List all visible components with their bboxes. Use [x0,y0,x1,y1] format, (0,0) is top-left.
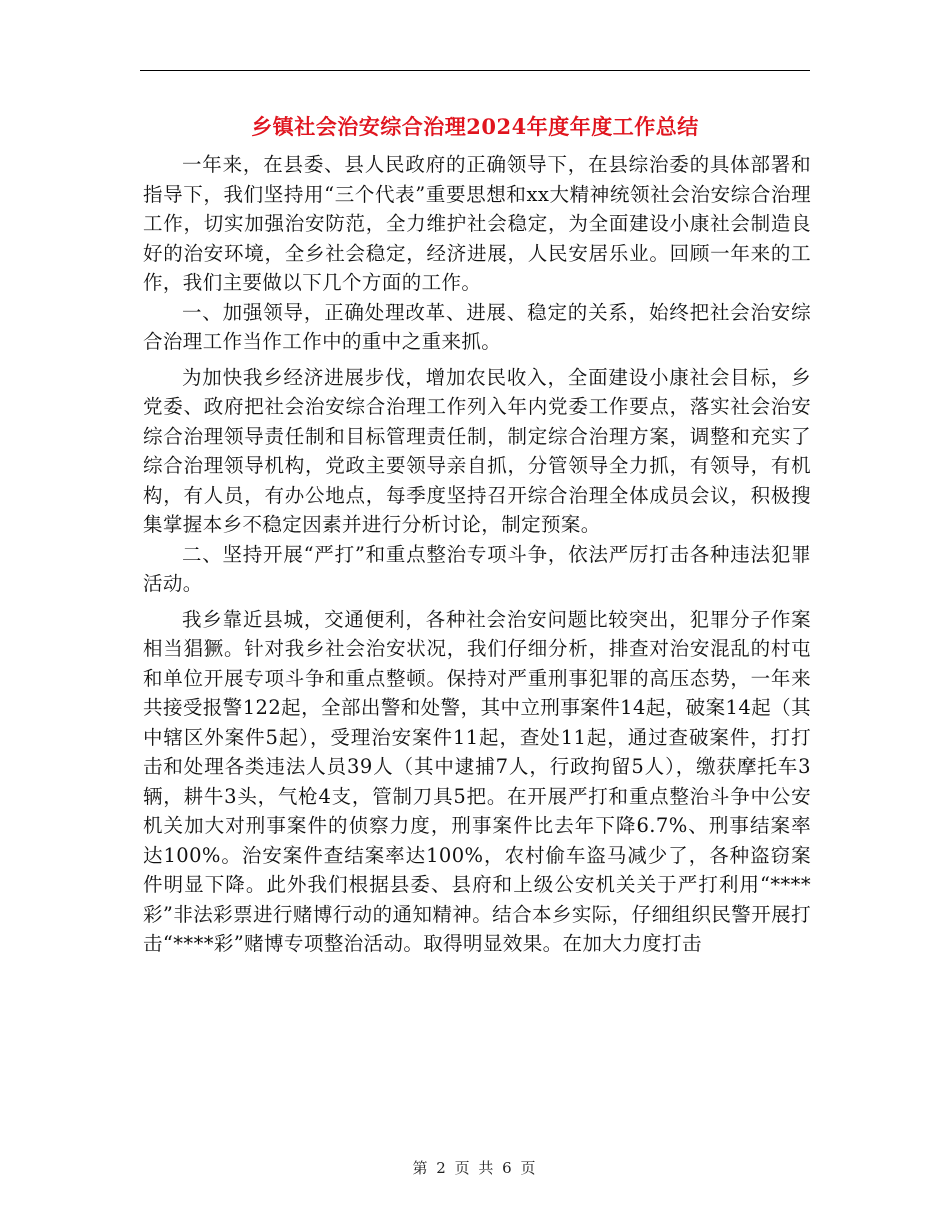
paragraph-crackdown: 我乡靠近县城，交通便利，各种社会治安问题比较突出，犯罪分子作案相当猖獗。针对我乡社会治安状况，我们仔细分析，排查对治安混乱的村屯和单位开展专项斗争和重点整顿。保持对严重刑事犯罪的高压态势，一年来共接受报警122起，全部出警和处警，其中立刑事案件14起，破案14起（其中辖区外案件5起），受理治安案件11起，查处11起，通过查破案件，打打击和处理各类违法人员39人（其中逮捕7人，行政拘留5人），缴获摩托车3辆，耕牛3头，气枪4支，管制刀具5把。在开展严打和重点整治斗争中公安机关加大对刑事案件的侦察力度，刑事案件比去年下降6.7%、刑事结案率达100%。治安案件查结案率达100%，农村偷车盗马减少了，各种盗窃案件明显下降。此外我们根据县委、县府和上级公安机关关于严打利用“****彩”非法彩票进行赌博行动的通知精神。结合本乡实际，仔细组织民警开展打击“****彩”赌博专项整治活动。取得明显效果。在加大力度打击 [143,607,811,955]
document-body [143,150,811,959]
page-number: 第 2 页 共 6 页 [412,1159,538,1177]
section-heading-2: 二、坚持开展“严打”和重点整治专项斗争，依法严厉打击各种违法犯罪活动。 [143,542,811,595]
paragraph-intro: 一年来，在县委、县人民政府的正确领导下，在县综治委的具体部署和指导下，我们坚持用“三个代表”重要思想和xx大精神统领社会治安综合治理工作，切实加强治安防范，全力维护社会稳定，为全面建设小康社会制造良好的治安环境，全乡社会稳定，经济进展，人民安居乐业。回顾一年来的工作，我们主要做以下几个方面的工作。 [143,153,811,294]
paragraph-leadership: 为加快我乡经济进展步伐，增加农民收入，全面建设小康社会目标，乡党委、政府把社会治安综合治理工作列入年内党委工作要点，落实社会治安综合治理领导责任制和目标管理责任制，制定综合治理方案，调整和充实了综合治理领导机构，党政主要领导亲自抓，分管领导全力抓，有领导，有机构，有人员，有办公地点，每季度坚持召开综合治理全体成员会议，积极搜集掌握本乡不稳定因素并进行分析讨论，制定预案。 [143,365,811,536]
header-rule [140,70,810,71]
document-title: 乡镇社会治安综合治理2024年度年度工作总结 [251,114,699,139]
section-heading-1: 一、加强领导，正确处理改革、进展、稳定的关系，始终把社会治安综合治理工作当作工作中的重中之重来抓。 [143,300,811,353]
